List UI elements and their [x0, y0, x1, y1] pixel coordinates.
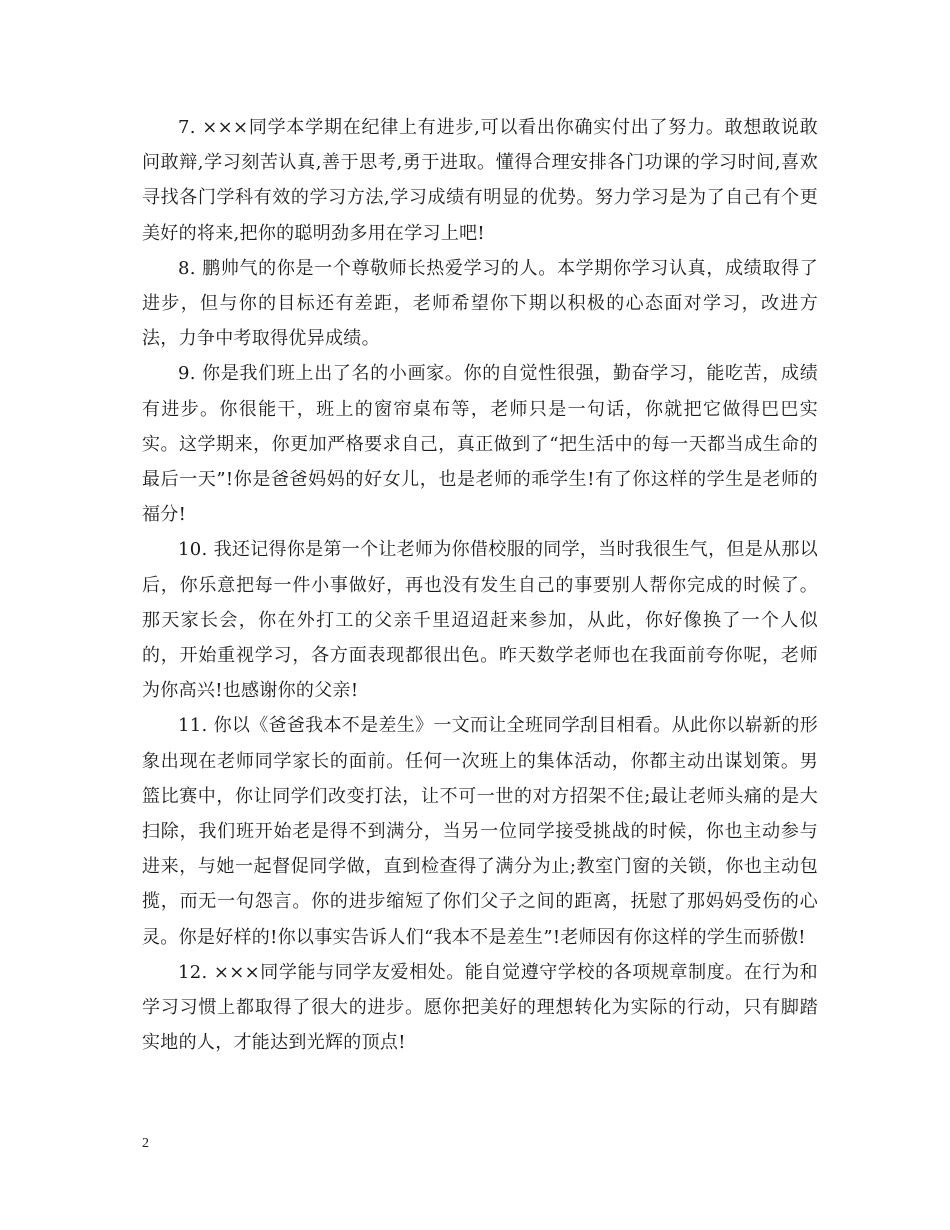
- comment-paragraph-11: 11. 你以《爸爸我本不是差生》一文而让全班同学刮目相看。从此你以崭新的形象出现在老师同学家长的面前。任何一次班上的集体活动，你都主动出谋划策。男篮比赛中，你让同学们改变打法，让不可一世的对方招架不住;最让老师头痛的是大扫除，我们班开始老是得不到满分，当另一位同学接受挑战的时候，你也主动参与进来，与她一起督促同学做，直到检查得了满分为止;教室门窗的关锁，你也主动包揽，而无一句怨言。你的进步缩短了你们父子之间的距离，抚慰了那妈妈受伤的心灵。你是好样的!你以事实告诉人们“我本不是差生”!老师因有你这样的学生而骄傲!: [142, 715, 818, 948]
- comment-paragraph-10: 10. 我还记得你是第一个让老师为你借校服的同学，当时我很生气，但是从那以后，你乐意把每一件小事做好，再也没有发生自己的事要别人帮你完成的时候了。那天家长会，你在外打工的父亲千里迢迢赶来参加，从此，你好像换了一个人似的，开始重视学习，各方面表现都很出色。昨天数学老师也在我面前夸你呢，老师为你高兴!也感谢你的父亲!: [142, 539, 818, 702]
- comment-paragraph-8: 8. 鹏帅气的你是一个尊敬师长热爱学习的人。本学期你学习认真，成绩取得了进步，但与你的目标还有差距，老师希望你下期以积极的心态面对学习，改进方法，力争中考取得优异成绩。: [142, 257, 818, 350]
- comment-paragraph-9: 9. 你是我们班上出了名的小画家。你的自觉性很强，勤奋学习，能吃苦，成绩有进步。你很能干，班上的窗帘桌布等，老师只是一句话，你就把它做得巴巴实实。这学期来，你更加严格要求自己，真正做到了“把生活中的每一天都当成生命的最后一天”!你是爸爸妈妈的好女儿，也是老师的乖学生!有了你这样的学生是老师的福分!: [142, 363, 818, 526]
- page-number: 2: [142, 1136, 149, 1151]
- comment-paragraph-7: 7. ×××同学本学期在纪律上有进步,可以看出你确实付出了努力。敢想敢说敢问敢辩,学习刻苦认真,善于思考,勇于进取。懂得合理安排各门功课的学习时间,喜欢寻找各门学科有效的学习方法,学习成绩有明显的优势。努力学习是为了自己有个更美好的将来,把你的聪明劲多用在学习上吧!: [142, 117, 818, 244]
- comment-paragraph-12: 12. ×××同学能与同学友爱相处。能自觉遵守学校的各项规章制度。在行为和学习习惯上都取得了很大的进步。愿你把美好的理想转化为实际的行动，只有脚踏实地的人，才能达到光辉的顶点!: [142, 961, 818, 1054]
- document-body: [142, 110, 818, 1060]
